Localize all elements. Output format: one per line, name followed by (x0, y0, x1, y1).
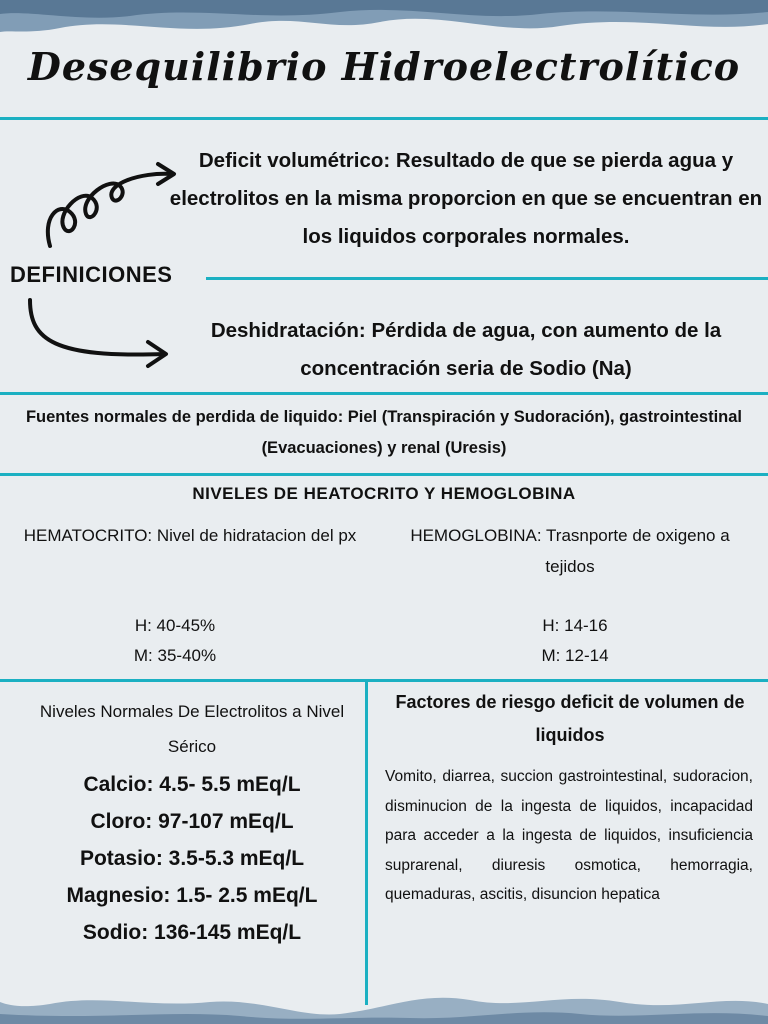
electrolito-magnesio: Magnesio: 1.5- 2.5 mEq/L (66, 884, 318, 907)
hemoglobina-desc: HEMOGLOBINA: Trasnporte de oxigeno a tejidos (410, 526, 730, 576)
divider-title (0, 117, 768, 120)
electrolitos-title: Niveles Normales De Electrolitos a Nivel Sérico (39, 702, 345, 756)
divider-fuentes-top (0, 392, 768, 395)
watercolor-top-decoration (0, 0, 768, 40)
definitions-label: DEFINICIONES (10, 262, 173, 287)
hematocrito-h: H: 40-45% (134, 616, 216, 635)
divider-definitions (206, 277, 768, 280)
riesgo-title: Factores de riesgo deficit de volumen de liquidos (395, 692, 745, 745)
divider-fuentes-bottom (0, 473, 768, 476)
hematocrito-m: M: 35-40% (133, 646, 217, 665)
curved-arrow-icon (24, 296, 174, 376)
electrolito-potasio: Potasio: 3.5-5.3 mEq/L (79, 847, 305, 870)
electrolito-calcio: Calcio: 4.5- 5.5 mEq/L (83, 773, 301, 796)
definition-deshidratacion: Deshidratación: Pérdida de agua, con aumento de la concentración seria de Sodio (Na) (210, 319, 722, 380)
watercolor-bottom-decoration (0, 990, 768, 1024)
electrolito-sodio: Sodio: 136-145 mEq/L (82, 921, 302, 944)
page-title: Desequilibrio Hidroelectrolítico (27, 44, 741, 89)
electrolitos-list (14, 766, 370, 951)
hematocrito-desc: HEMATOCRITO: Nivel de hidratacion del px (23, 526, 357, 545)
hemoglobina-values (420, 611, 730, 671)
divider-niveles-bottom (0, 679, 768, 682)
niveles-title: NIVELES DE HEATOCRITO Y HEMOGLOBINA (192, 484, 576, 503)
hemoglobina-h: H: 14-16 (542, 616, 608, 635)
definition-deficit: Deficit volumétrico: Resultado de que se pierda agua y electrolitos en la misma proporcion en que se encuentran en los liquidos corporales normales. (169, 149, 763, 248)
hematocrito-values (20, 611, 330, 671)
fuentes-text: Fuentes normales de perdida de liquido: Piel (Transpiración y Sudoración), gastrointestinal (Evacuaciones) y renal (Uresis) (25, 408, 743, 457)
curly-arrow-icon (40, 158, 180, 258)
riesgo-text: Vomito, diarrea, succion gastrointestinal, sudoracion, disminucion de la ingesta de liquidos, incapacidad para acceder a la ingesta de liquidos, insuficiencia suprarenal, diuresis osmotica, hemorragia, quemaduras, ascitis, disuncion hepatica (385, 768, 753, 903)
hemoglobina-m: M: 12-14 (541, 646, 609, 665)
electrolito-cloro: Cloro: 97-107 mEq/L (90, 810, 294, 833)
